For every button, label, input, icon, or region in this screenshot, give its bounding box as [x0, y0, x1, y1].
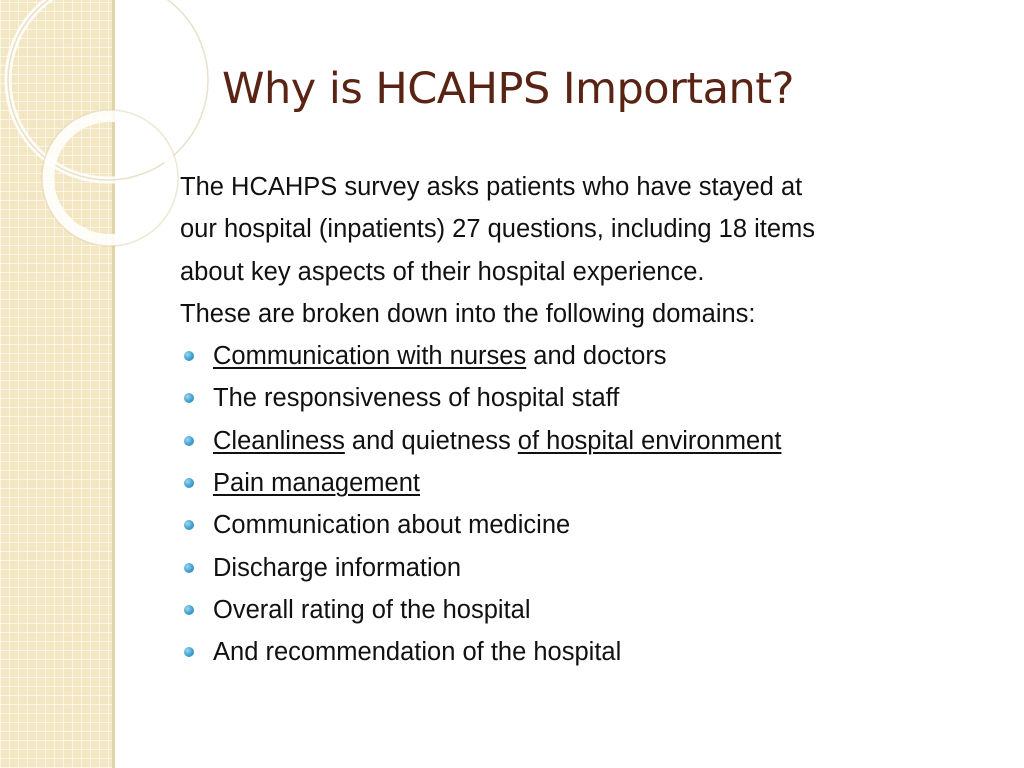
bullet-icon — [184, 605, 194, 615]
slide-title: Why is HCAHPS Important? — [222, 64, 794, 114]
bullet-icon — [184, 436, 194, 446]
domain-item — [180, 547, 1000, 589]
domain-text-underlined: Cleanliness — [213, 426, 345, 455]
domains-intro: These are broken down into the following domains: — [180, 299, 756, 328]
domain-item — [180, 377, 1000, 419]
body-paragraph-line: our hospital (inpatients) 27 questions, including 18 items — [180, 215, 816, 244]
domain-item — [180, 504, 1000, 546]
bullet-icon — [184, 478, 194, 488]
bullet-icon — [184, 393, 194, 403]
body-paragraph-line: about key aspects of their hospital experience. — [180, 257, 705, 286]
domain-text-underlined: Pain management — [213, 469, 420, 498]
domain-list — [180, 335, 1000, 673]
bullet-icon — [184, 351, 194, 361]
domain-text: Discharge information — [213, 553, 462, 582]
decorative-ring-large — [8, 0, 208, 180]
bullet-icon — [184, 563, 194, 573]
domain-item — [180, 589, 1000, 631]
domain-text: and quietness — [344, 426, 518, 455]
domain-text: Overall rating of the hospital — [213, 595, 531, 624]
bullet-icon — [184, 647, 194, 657]
domain-item — [180, 420, 1000, 462]
bullet-icon — [184, 520, 194, 530]
body-paragraph-line: The HCAHPS survey asks patients who have stayed at — [180, 173, 803, 201]
domain-text: The responsiveness of hospital staff — [213, 384, 620, 413]
domain-text-underlined: of hospital environment — [517, 426, 782, 455]
domain-item — [180, 462, 1000, 504]
domain-text: and doctors — [526, 342, 667, 371]
slide-body — [180, 166, 1000, 674]
domain-text: Communication about medicine — [213, 511, 571, 540]
domain-text-underlined: Communication with nurses — [213, 342, 527, 371]
domain-item — [180, 335, 1000, 377]
domain-item — [180, 631, 1000, 673]
domain-text: And recommendation of the hospital — [213, 638, 622, 667]
